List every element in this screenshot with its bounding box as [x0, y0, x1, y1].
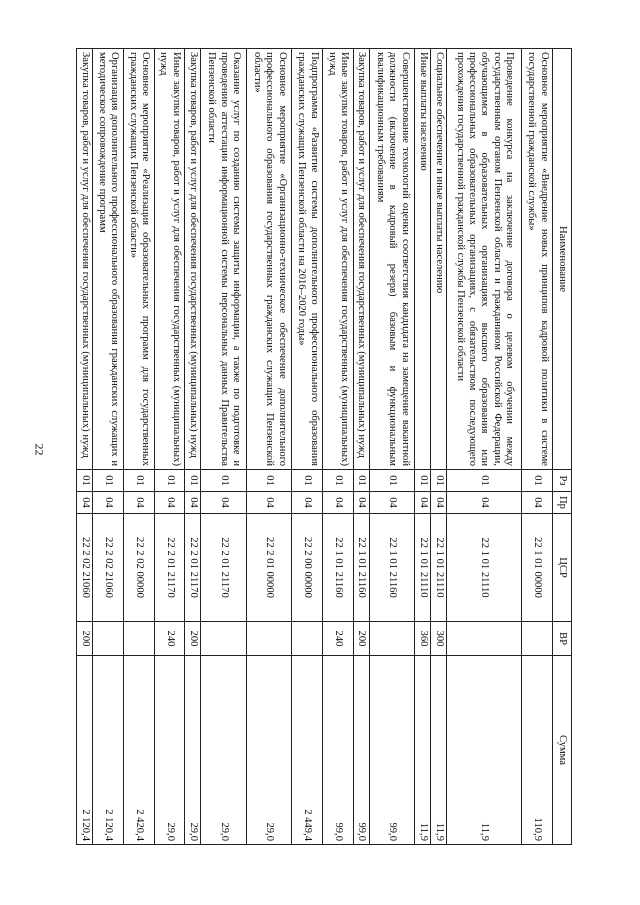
cell-vr	[522, 622, 553, 656]
cell-pr: 04	[77, 492, 93, 514]
page-number: 22	[32, 443, 47, 456]
cell-csr: 22 2 02 00000	[123, 514, 154, 622]
cell-vr: 360	[415, 622, 431, 656]
cell-name: Социальное обеспечение и иные выплаты населению	[431, 49, 447, 470]
cell-rz: 01	[154, 470, 185, 492]
cell-rz: 01	[77, 470, 93, 492]
cell-name: Проведение конкурса на заключение договора о целевом обучении между государственным органом Пензенской области и гражданином Российской Федерации, обучающимся в образовательных организациях высшего образования или профессиональных образовательных организациях, с обязательством последующего прохождения государственной гражданской службы Пензенской области	[447, 49, 522, 470]
cell-vr: 200	[353, 622, 369, 656]
header-sum: Сумма	[553, 656, 572, 845]
cell-csr: 22 2 01 21170	[201, 514, 247, 622]
cell-csr: 22 2 01 21170	[154, 514, 185, 622]
cell-name: Основное мероприятие «Организационно-техническое обеспечение дополнительного профессионального образования государственных гражданских служащих Пензенской области»	[246, 49, 292, 470]
cell-rz: 01	[185, 470, 201, 492]
cell-vr	[123, 622, 154, 656]
cell-csr: 22 2 02 21060	[77, 514, 93, 622]
cell-rz: 01	[201, 470, 247, 492]
cell-vr	[93, 622, 124, 656]
cell-rz: 01	[369, 470, 415, 492]
cell-csr: 22 1 01 21160	[369, 514, 415, 622]
cell-pr: 04	[415, 492, 431, 514]
cell-rz: 01	[246, 470, 292, 492]
cell-csr: 22 1 01 21160	[323, 514, 354, 622]
cell-vr	[246, 622, 292, 656]
cell-csr: 22 2 01 00000	[246, 514, 292, 622]
budget-table	[76, 48, 572, 845]
cell-rz: 01	[522, 470, 553, 492]
cell-pr: 04	[185, 492, 201, 514]
cell-name: Основное мероприятие «Внедрение новых принципов кадровой политики в системе государственной гражданской службы»	[522, 49, 553, 470]
cell-sum: 2 120,4	[77, 656, 93, 845]
table-row	[185, 49, 201, 845]
table-row	[522, 49, 553, 845]
cell-vr	[447, 622, 522, 656]
cell-csr: 22 1 01 21110	[431, 514, 447, 622]
cell-vr: 200	[77, 622, 93, 656]
header-name: Наименование	[553, 49, 572, 470]
cell-name: Основное мероприятие «Реализация образовательных программ для государственных гражданских служащих Пензенской области»	[123, 49, 154, 470]
cell-name: Организация дополнительного профессионального образования гражданских служащих и методическое сопровождение программ	[93, 49, 124, 470]
cell-sum: 29,0	[185, 656, 201, 845]
cell-rz: 01	[93, 470, 124, 492]
rotated-table-wrapper	[76, 48, 572, 844]
cell-sum: 29,0	[246, 656, 292, 845]
cell-vr: 240	[323, 622, 354, 656]
cell-rz: 01	[353, 470, 369, 492]
table-row	[447, 49, 522, 845]
header-pr: Пр	[553, 492, 572, 514]
cell-vr: 300	[431, 622, 447, 656]
table-row	[154, 49, 185, 845]
cell-name: Совершенствование технологий оценки соответствия кандидата на замещение вакантной должности (включение в кадровый резерв) базовым и функциональным квалификационным требованиям	[369, 49, 415, 470]
header-vr: ВР	[553, 622, 572, 656]
cell-csr: 22 1 01 00000	[522, 514, 553, 622]
cell-vr: 200	[185, 622, 201, 656]
cell-sum: 2 120,4	[93, 656, 124, 845]
cell-rz: 01	[292, 470, 323, 492]
cell-vr	[201, 622, 247, 656]
cell-vr: 240	[154, 622, 185, 656]
cell-pr: 04	[123, 492, 154, 514]
cell-sum: 99,0	[369, 656, 415, 845]
cell-sum: 99,0	[353, 656, 369, 845]
cell-rz: 01	[415, 470, 431, 492]
cell-name: Закупка товаров, работ и услуг для обеспечения государственных (муниципальных) нужд	[77, 49, 93, 470]
cell-csr: 22 1 01 21110	[415, 514, 431, 622]
cell-rz: 01	[323, 470, 354, 492]
cell-rz: 01	[123, 470, 154, 492]
table-row	[415, 49, 431, 845]
cell-sum: 11,9	[431, 656, 447, 845]
cell-name: Закупка товаров, работ и услуг для обеспечения государственных (муниципальных) нужд	[353, 49, 369, 470]
cell-sum: 29,0	[154, 656, 185, 845]
cell-csr: 22 2 02 21060	[93, 514, 124, 622]
cell-rz: 01	[447, 470, 522, 492]
table-row	[246, 49, 292, 845]
cell-pr: 04	[522, 492, 553, 514]
table-row	[123, 49, 154, 845]
table-row	[431, 49, 447, 845]
cell-vr	[369, 622, 415, 656]
cell-name: Иные выплаты населению	[415, 49, 431, 470]
cell-pr: 04	[431, 492, 447, 514]
cell-sum: 11,9	[447, 656, 522, 845]
cell-pr: 04	[369, 492, 415, 514]
cell-name: Иные закупки товаров, работ и услуг для обеспечения государственных (муниципальных) нужд	[154, 49, 185, 470]
cell-pr: 04	[447, 492, 522, 514]
table-row	[77, 49, 93, 845]
header-rz: Рз	[553, 470, 572, 492]
cell-pr: 04	[201, 492, 247, 514]
cell-sum: 2 420,4	[123, 656, 154, 845]
table-row	[292, 49, 323, 845]
table-row	[369, 49, 415, 845]
cell-sum: 110,9	[522, 656, 553, 845]
cell-vr	[292, 622, 323, 656]
cell-name: Иные закупки товаров, работ и услуг для обеспечения государственных (муниципальных) нужд	[323, 49, 354, 470]
cell-csr: 22 2 01 21170	[185, 514, 201, 622]
cell-name: Подпрограмма «Развитие системы дополнительного профессионального образования гражданских служащих Пензенской области на 2016–2020 годы»	[292, 49, 323, 470]
cell-pr: 04	[154, 492, 185, 514]
header-csr: ЦСР	[553, 514, 572, 622]
table-row	[201, 49, 247, 845]
table-row	[93, 49, 124, 845]
table-header-row	[553, 49, 572, 845]
table-row	[353, 49, 369, 845]
cell-pr: 04	[353, 492, 369, 514]
cell-pr: 04	[323, 492, 354, 514]
cell-csr: 22 1 01 21160	[353, 514, 369, 622]
cell-sum: 2 449,4	[292, 656, 323, 845]
cell-pr: 04	[292, 492, 323, 514]
cell-pr: 04	[246, 492, 292, 514]
cell-name: Оказание услуг по созданию системы защиты информации, а также по подготовке и проведению аттестации информационной системы персональных данных Правительства Пензенской области	[201, 49, 247, 470]
cell-pr: 04	[93, 492, 124, 514]
cell-sum: 29,0	[201, 656, 247, 845]
cell-csr: 22 2 00 00000	[292, 514, 323, 622]
cell-csr: 22 1 01 21110	[447, 514, 522, 622]
cell-name: Закупка товаров, работ и услуг для обеспечения государственных (муниципальных) нужд	[185, 49, 201, 470]
cell-sum: 99,0	[323, 656, 354, 845]
table-row	[323, 49, 354, 845]
cell-sum: 11,9	[415, 656, 431, 845]
cell-rz: 01	[431, 470, 447, 492]
